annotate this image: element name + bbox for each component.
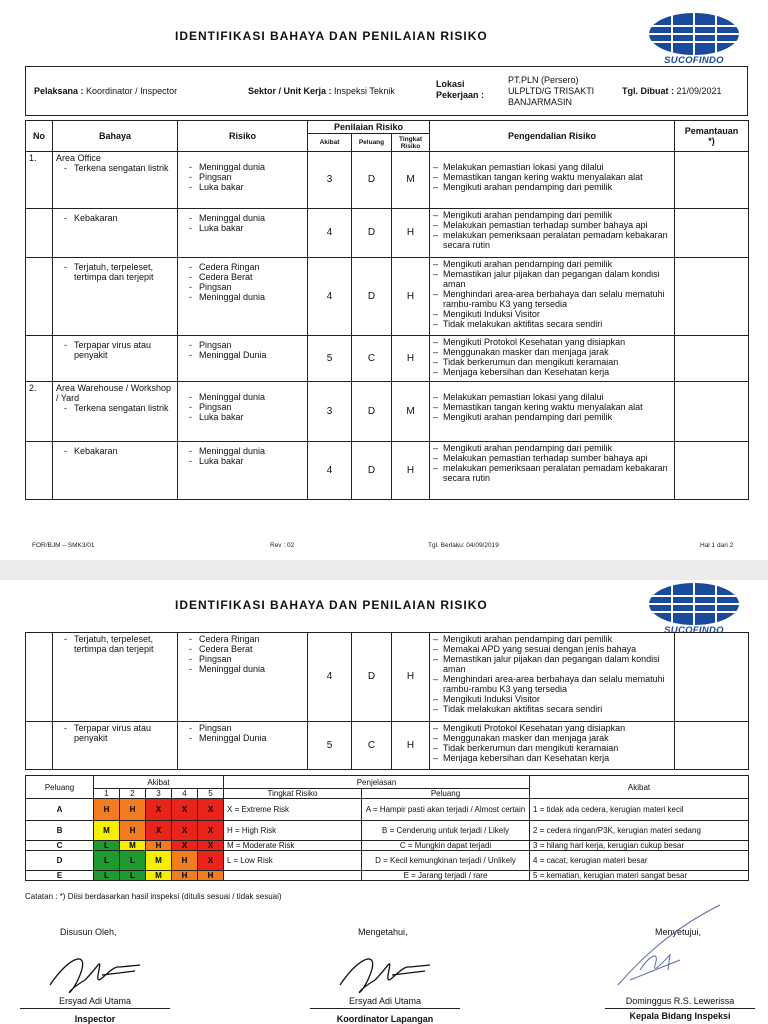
bahaya-list xyxy=(56,163,174,173)
peluang-value: D xyxy=(352,442,392,500)
akibat-value: 3 xyxy=(308,382,352,442)
row-pengendalian xyxy=(430,258,675,336)
matrix-cell: H xyxy=(120,799,146,821)
peluang-value: D xyxy=(352,152,392,209)
risiko-list xyxy=(181,213,304,233)
risiko-item: - Luka bakar xyxy=(189,456,304,466)
matrix-akibat-desc: 2 = cedera ringan/P3K, kerugian materi sedang xyxy=(530,821,749,841)
row-risiko xyxy=(178,382,308,442)
col-bahaya: Bahaya xyxy=(53,121,178,152)
col-peluang: Peluang xyxy=(352,134,392,152)
risk-matrix xyxy=(25,775,749,881)
matrix-cell: X xyxy=(198,821,224,841)
peluang-value: D xyxy=(352,633,392,722)
pengendalian-item: – Memastikan tangan kering waktu menyalakan alat xyxy=(433,402,671,412)
matrix-row xyxy=(26,871,749,881)
matrix-tingkat: H = High Risk xyxy=(224,821,362,841)
row-pengendalian xyxy=(430,722,675,770)
peluang-value: D xyxy=(352,209,392,258)
matrix-akibat-desc: 5 = kematian, kerugian materi sangat besar xyxy=(530,871,749,881)
row-risiko xyxy=(178,152,308,209)
pengendalian-item: – Tidak melakukan aktifitas secara sendiri xyxy=(433,319,671,329)
row-pengendalian xyxy=(430,442,675,500)
matrix-akibat-desc: 3 = hilang hari kerja, kerugian cukup besar xyxy=(530,841,749,851)
risiko-item: - Meninggal dunia xyxy=(189,292,304,302)
row-bahaya xyxy=(53,442,178,500)
matrix-row-label: D xyxy=(26,851,94,871)
matrix-akibat-header: Akibat xyxy=(94,776,224,789)
bahaya-list xyxy=(56,262,174,282)
akibat-value: 4 xyxy=(308,633,352,722)
table-row xyxy=(26,382,749,442)
row-risiko xyxy=(178,722,308,770)
risiko-item: - Cedera Berat xyxy=(189,644,304,654)
signer-name-1: Ersyad Adi Utama xyxy=(58,996,132,1006)
matrix-col-4: 4 xyxy=(172,789,198,799)
row-pengendalian xyxy=(430,152,675,209)
matrix-peluang-header: Peluang xyxy=(26,776,94,799)
row-risiko xyxy=(178,442,308,500)
matrix-cell: M xyxy=(146,851,172,871)
footer-rev: Rev : 02 xyxy=(270,542,295,549)
matrix-cell: L xyxy=(94,841,120,851)
row-bahaya xyxy=(53,722,178,770)
tingkat-value: H xyxy=(392,336,430,382)
sucofindo-logo xyxy=(648,12,740,70)
tingkat-value: H xyxy=(392,722,430,770)
row-pemantauan[interactable] xyxy=(675,336,749,382)
row-bahaya xyxy=(53,382,178,442)
signature-line-1 xyxy=(20,1008,170,1009)
matrix-cell: X xyxy=(146,799,172,821)
matrix-cell: X xyxy=(172,821,198,841)
catatan-note: Catatan : *) Diisi berdasarkan hasil inspeksi (ditulis sesuai / tidak sesuai) xyxy=(25,892,282,901)
tingkat-value: H xyxy=(392,633,430,722)
matrix-cell: H xyxy=(94,799,120,821)
page-separator xyxy=(0,560,768,580)
matrix-peluang-desc: A = Hampir pasti akan terjadi / Almost certain xyxy=(362,799,530,821)
signer-name-3: Dominggus R.S. Lewerissa xyxy=(625,996,735,1006)
menyetujui-label: Menyetujui, xyxy=(655,927,702,937)
risiko-item: - Cedera Ringan xyxy=(189,262,304,272)
pengendalian-item: – Tidak berkerumun dan mengikuti keramaian xyxy=(433,743,671,753)
risiko-list xyxy=(181,634,304,674)
akibat-value: 4 xyxy=(308,442,352,500)
table-row xyxy=(26,722,749,770)
signature-line-2 xyxy=(310,1008,460,1009)
pengendalian-item: – Menjaga kebersihan dan Kesehatan kerja xyxy=(433,367,671,377)
row-pemantauan[interactable] xyxy=(675,209,749,258)
matrix-akibat-col-header: Akibat xyxy=(530,776,749,799)
risiko-list xyxy=(181,340,304,360)
pengendalian-item: – Mengikuti Induksi Visitor xyxy=(433,309,671,319)
risiko-item: - Meninggal Dunia xyxy=(189,350,304,360)
pengendalian-item: – Tidak berkerumun dan mengikuti keramaian xyxy=(433,357,671,367)
risiko-list xyxy=(181,723,304,743)
row-number xyxy=(26,258,53,336)
matrix-tingkat: M = Moderate Risk xyxy=(224,841,362,851)
matrix-cell: H xyxy=(172,871,198,881)
pengendalian-item: – Mengikuti Induksi Visitor xyxy=(433,694,671,704)
matrix-cell: L xyxy=(120,851,146,871)
matrix-row-label: E xyxy=(26,871,94,881)
matrix-cell: M xyxy=(94,821,120,841)
bahaya-list xyxy=(56,723,174,743)
pengendalian-list xyxy=(433,723,671,763)
akibat-value: 4 xyxy=(308,209,352,258)
matrix-peluang-desc: C = Mungkin dapat terjadi xyxy=(362,841,530,851)
bahaya-item: - Terkena sengatan listrik xyxy=(64,163,174,173)
pengendalian-item: – Mengikuti arahan pendamping dari pemilik xyxy=(433,412,671,422)
pengendalian-list xyxy=(433,443,671,483)
tingkat-value: H xyxy=(392,442,430,500)
matrix-col-2: 2 xyxy=(120,789,146,799)
info-box xyxy=(25,66,748,116)
matrix-cell: H xyxy=(146,841,172,851)
row-pemantauan[interactable] xyxy=(675,633,749,722)
pengendalian-item: – Menjaga kebersihan dan Kesehatan kerja xyxy=(433,753,671,763)
matrix-cell: H xyxy=(172,851,198,871)
akibat-value: 3 xyxy=(308,152,352,209)
bahaya-item: - Kebakaran xyxy=(64,213,174,223)
matrix-peluang-sub: Peluang xyxy=(362,789,530,799)
pengendalian-item: – Melakukan pemastian terhadap sumber bahaya api xyxy=(433,453,671,463)
matrix-cell: X xyxy=(198,799,224,821)
pengendalian-item: – Mengikuti arahan pendamping dari pemilik xyxy=(433,443,671,453)
matrix-cell: H xyxy=(120,821,146,841)
pengendalian-list xyxy=(433,259,671,329)
row-bahaya xyxy=(53,633,178,722)
pengendalian-item: – melakukan pemeriksaan peralatan pemadam kebakaran secara rutin xyxy=(433,463,671,483)
pengendalian-item: – Mengikuti arahan pendamping dari pemilik xyxy=(433,182,671,192)
table-row xyxy=(26,336,749,382)
row-bahaya xyxy=(53,258,178,336)
pengendalian-item: – Mengikuti Protokol Kesehatan yang disiapkan xyxy=(433,337,671,347)
akibat-value: 5 xyxy=(308,336,352,382)
bahaya-item: - Terjatuh, terpeleset, tertimpa dan terjepit xyxy=(64,634,174,654)
row-number: 2. xyxy=(26,382,53,442)
matrix-peluang-desc: D = Kecil kemungkinan terjadi / Unlikely xyxy=(362,851,530,871)
risiko-item: - Pingsan xyxy=(189,402,304,412)
pengendalian-item: – Memastikan tangan kering waktu menyalakan alat xyxy=(433,172,671,182)
peluang-value: D xyxy=(352,258,392,336)
tingkat-value: H xyxy=(392,209,430,258)
area-name: Area Warehouse / Workshop / Yard xyxy=(56,383,172,403)
row-pemantauan[interactable] xyxy=(675,258,749,336)
tgl-dibuat: Tgl. Dibuat : 21/09/2021 xyxy=(622,86,722,96)
risiko-item: - Meninggal dunia xyxy=(189,162,304,172)
row-risiko xyxy=(178,633,308,722)
peluang-value: C xyxy=(352,336,392,382)
bahaya-list xyxy=(56,340,174,360)
pengendalian-list xyxy=(433,337,671,377)
table-row xyxy=(26,152,749,209)
risiko-item: - Luka bakar xyxy=(189,223,304,233)
matrix-tingkat: L = Low Risk xyxy=(224,851,362,871)
sektor: Sektor / Unit Kerja : Inspeksi Teknik xyxy=(248,86,395,96)
risiko-item: - Meninggal dunia xyxy=(189,664,304,674)
matrix-row xyxy=(26,799,749,821)
matrix-cell: H xyxy=(198,871,224,881)
pengendalian-item: – Tidak melakukan aktifitas secara sendiri xyxy=(433,704,671,714)
risiko-item: - Meninggal dunia xyxy=(189,392,304,402)
col-pemantauan: Pemantauan *) xyxy=(675,121,749,152)
signer-name-2: Ersyad Adi Utama xyxy=(348,996,422,1006)
matrix-row xyxy=(26,821,749,841)
lokasi-value: PT.PLN (Persero) ULPLTD/G TRISAKTI BANJARMASIN xyxy=(508,75,595,107)
logo-text-2: SUCOFINDO xyxy=(664,625,724,636)
row-bahaya xyxy=(53,336,178,382)
lokasi-label: Lokasi Pekerjaan : xyxy=(436,79,485,100)
row-pemantauan[interactable] xyxy=(675,722,749,770)
bahaya-list xyxy=(56,634,174,654)
matrix-tingkat xyxy=(224,871,362,881)
risiko-list xyxy=(181,392,304,422)
risiko-item: - Pingsan xyxy=(189,654,304,664)
pengendalian-list xyxy=(433,634,671,714)
matrix-tingkat: X = Extreme Risk xyxy=(224,799,362,821)
matrix-row-label: B xyxy=(26,821,94,841)
logo-text: SUCOFINDO xyxy=(664,55,724,66)
risiko-item: - Pingsan xyxy=(189,282,304,292)
mengetahui-label: Mengetahui, xyxy=(358,927,408,937)
matrix-penjelasan-header: Penjelasan xyxy=(224,776,530,789)
col-penilaian: Penilaian Risiko xyxy=(308,121,430,134)
pengendalian-item: – Menghindari area-area berbahaya dan selalu mematuhi rambu-rambu K3 yang tersedia xyxy=(433,289,671,309)
risiko-list xyxy=(181,162,304,192)
pengendalian-item: – Menggunakan masker dan menjaga jarak xyxy=(433,347,671,357)
col-tingkat: Tingkat Risiko xyxy=(392,134,430,152)
row-bahaya xyxy=(53,209,178,258)
row-pemantauan[interactable] xyxy=(675,152,749,209)
risiko-item: - Meninggal dunia xyxy=(189,213,304,223)
col-akibat: Akibat xyxy=(308,134,352,152)
row-pengendalian xyxy=(430,382,675,442)
row-number xyxy=(26,633,53,722)
col-pengendalian: Pengendalian Risiko xyxy=(430,121,675,152)
matrix-row-label: C xyxy=(26,841,94,851)
row-bahaya xyxy=(53,152,178,209)
pengendalian-list xyxy=(433,392,671,422)
bahaya-item: - Terpapar virus atau penyakit xyxy=(64,340,174,360)
row-pengendalian xyxy=(430,209,675,258)
matrix-col-1: 1 xyxy=(94,789,120,799)
matrix-peluang-desc: B = Cenderung untuk terjadi / Likely xyxy=(362,821,530,841)
pengendalian-item: – Menghindari area-area berbahaya dan selalu mematuhi rambu-rambu K3 yang tersedia xyxy=(433,674,671,694)
document-title: IDENTIFIKASI BAHAYA DAN PENILAIAN RISIKO xyxy=(175,29,488,43)
matrix-cell: X xyxy=(172,841,198,851)
risiko-item: - Cedera Berat xyxy=(189,272,304,282)
matrix-col-3: 3 xyxy=(146,789,172,799)
pelaksana: Pelaksana : Koordinator / Inspector xyxy=(34,86,178,96)
matrix-row-label: A xyxy=(26,799,94,821)
row-pemantauan[interactable] xyxy=(675,442,749,500)
matrix-akibat-desc: 4 = cacat, kerugian materi besar xyxy=(530,851,749,871)
signature-inspector xyxy=(40,945,150,1000)
peluang-value: C xyxy=(352,722,392,770)
pengendalian-item: – Memastikan jalur pijakan dan pegangan dalam kondisi aman xyxy=(433,269,671,289)
row-number: 1. xyxy=(26,152,53,209)
pengendalian-item: – Mengikuti arahan pendamping dari pemilik xyxy=(433,259,671,269)
risk-table-continued xyxy=(25,632,749,770)
signature-koordinator xyxy=(330,945,440,1000)
signature-kepala xyxy=(610,900,730,995)
matrix-cell: X xyxy=(146,821,172,841)
footer-page: Hal 1 dari 2 xyxy=(700,542,734,549)
document-title-2: IDENTIFIKASI BAHAYA DAN PENILAIAN RISIKO xyxy=(175,598,488,612)
pengendalian-item: – Melakukan pemastian terhadap sumber bahaya api xyxy=(433,220,671,230)
matrix-cell: X xyxy=(198,841,224,851)
bahaya-item: - Terjatuh, terpeleset, tertimpa dan terjepit xyxy=(64,262,174,282)
pengendalian-item: – Melakukan pemastian lokasi yang dilalui xyxy=(433,162,671,172)
row-risiko xyxy=(178,209,308,258)
pengendalian-item: – Mengikuti arahan pendamping dari pemilik xyxy=(433,634,671,644)
matrix-col-5: 5 xyxy=(198,789,224,799)
tingkat-value: M xyxy=(392,382,430,442)
matrix-cell: L xyxy=(120,871,146,881)
table-row xyxy=(26,442,749,500)
pengendalian-list xyxy=(433,210,671,250)
pengendalian-item: – Memastikan jalur pijakan dan pegangan dalam kondisi aman xyxy=(433,654,671,674)
matrix-akibat-desc: 1 = tidak ada cedera, kerugian materi kecil xyxy=(530,799,749,821)
signer-role-3: Kepala Bidang Inspeksi xyxy=(629,1011,731,1021)
risiko-item: - Cedera Ringan xyxy=(189,634,304,644)
row-pengendalian xyxy=(430,336,675,382)
table-row xyxy=(26,209,749,258)
row-risiko xyxy=(178,258,308,336)
col-no: No xyxy=(26,121,53,152)
col-risiko: Risiko xyxy=(178,121,308,152)
bahaya-list xyxy=(56,403,174,413)
risiko-item: - Meninggal Dunia xyxy=(189,733,304,743)
area-name: Area Office xyxy=(56,153,101,163)
footer-berlaku: Tgl. Berlaku: 04/09/2019 xyxy=(428,542,499,549)
risiko-item: - Meninggal dunia xyxy=(189,446,304,456)
bahaya-list xyxy=(56,446,174,456)
pengendalian-item: – melakukan pemeriksaan peralatan pemadam kebakaran secara rutin xyxy=(433,230,671,250)
row-number xyxy=(26,722,53,770)
row-pemantauan[interactable] xyxy=(675,382,749,442)
bahaya-item: - Terkena sengatan listrik xyxy=(64,403,174,413)
row-number xyxy=(26,336,53,382)
peluang-value: D xyxy=(352,382,392,442)
pengendalian-list xyxy=(433,162,671,192)
row-pengendalian xyxy=(430,633,675,722)
matrix-cell: X xyxy=(198,851,224,871)
matrix-tingkat-header: Tingkat Risiko xyxy=(224,789,362,799)
row-number xyxy=(26,442,53,500)
row-risiko xyxy=(178,336,308,382)
matrix-cell: L xyxy=(94,871,120,881)
bahaya-item: - Terpapar virus atau penyakit xyxy=(64,723,174,743)
disusun-label: Disusun Oleh, xyxy=(60,927,117,937)
matrix-cell: X xyxy=(172,799,198,821)
signer-role-2: Koordinator Lapangan xyxy=(336,1014,434,1024)
risiko-list xyxy=(181,262,304,302)
matrix-cell: L xyxy=(94,851,120,871)
table-row xyxy=(26,633,749,722)
bahaya-list xyxy=(56,213,174,223)
pengendalian-item: – Memakai APD yang sesuai dengan jenis bahaya xyxy=(433,644,671,654)
pengendalian-item: – Mengikuti arahan pendamping dari pemilik xyxy=(433,210,671,220)
tingkat-value: M xyxy=(392,152,430,209)
risiko-list xyxy=(181,446,304,466)
signer-role-1: Inspector xyxy=(74,1014,116,1024)
matrix-row xyxy=(26,841,749,851)
matrix-cell: M xyxy=(120,841,146,851)
risk-table xyxy=(25,120,749,500)
matrix-cell: M xyxy=(146,871,172,881)
risiko-item: - Pingsan xyxy=(189,172,304,182)
footer-form: FOR/BJM – SMK3/01 xyxy=(32,542,95,549)
row-number xyxy=(26,209,53,258)
risiko-item: - Pingsan xyxy=(189,340,304,350)
risiko-item: - Luka bakar xyxy=(189,182,304,192)
tingkat-value: H xyxy=(392,258,430,336)
pengendalian-item: – Melakukan pemastian lokasi yang dilalui xyxy=(433,392,671,402)
akibat-value: 4 xyxy=(308,258,352,336)
table-row xyxy=(26,258,749,336)
bahaya-item: - Kebakaran xyxy=(64,446,174,456)
signature-line-3 xyxy=(605,1008,755,1009)
matrix-row xyxy=(26,851,749,871)
pengendalian-item: – Mengikuti Protokol Kesehatan yang disiapkan xyxy=(433,723,671,733)
matrix-peluang-desc: E = Jarang terjadi / rare xyxy=(362,871,530,881)
pengendalian-item: – Menggunakan masker dan menjaga jarak xyxy=(433,733,671,743)
risiko-item: - Pingsan xyxy=(189,723,304,733)
risiko-item: - Luka bakar xyxy=(189,412,304,422)
akibat-value: 5 xyxy=(308,722,352,770)
